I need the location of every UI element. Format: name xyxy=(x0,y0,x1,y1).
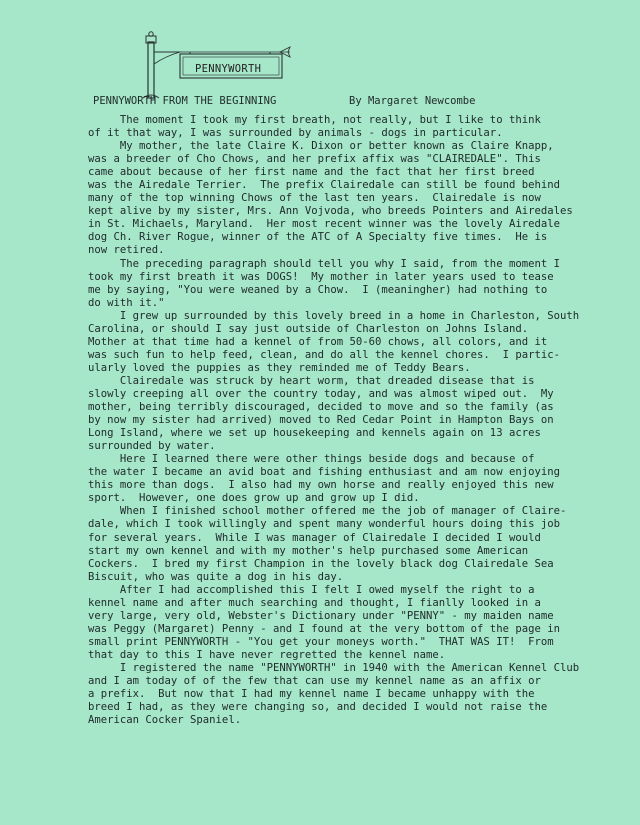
text-line: was Peggy (Margaret) Penny - and I found at the very bottom of the page in xyxy=(88,622,560,635)
text-line: was a breeder of Cho Chows, and her prefix affix was "CLAIREDALE". This xyxy=(88,153,541,166)
text-line: My mother, the late Claire K. Dixon or better known as Claire Knapp, xyxy=(88,140,554,153)
text-line: dog Ch. River Rogue, winner of the ATC of A Specialty five times. He is xyxy=(88,231,548,244)
text-line: After I had accomplished this I felt I owed myself the right to a xyxy=(88,583,535,596)
text-line: When I finished school mother offered me the job of manager of Claire- xyxy=(88,505,567,518)
text-line: the water I became an avid boat and fishing enthusiast and am now enjoying xyxy=(88,466,560,479)
text-line: do with it." xyxy=(88,296,165,309)
text-line: small print PENNYWORTH - "You get your moneys worth." THAT WAS IT! From xyxy=(88,635,554,648)
text-line: mother, being terribly discouraged, decided to move and so the family (as xyxy=(88,401,554,414)
text-line: took my first breath it was DOGS! My mother in later years used to tease xyxy=(88,270,554,283)
text-line: Mother at that time had a kennel of from 50-60 chows, all colors, and it xyxy=(88,335,548,348)
text-line: very large, very old, Webster's Dictionary under "PENNY" - my maiden name xyxy=(88,609,554,622)
text-line: for several years. While I was manager of Clairedale I decided I would xyxy=(88,531,541,544)
text-line: Long Island, where we set up housekeeping and kennels again on 13 acres xyxy=(88,427,541,440)
text-line: American Cocker Spaniel. xyxy=(88,714,242,727)
text-line: came about because of her first name and the fact that her first breed xyxy=(88,166,535,179)
text-line: kept alive by my sister, Mrs. Ann Vojvoda, who breeds Pointers and Airedales xyxy=(88,205,573,218)
article-title: PENNYWORTH FROM THE BEGINNING xyxy=(93,95,277,107)
text-line: surrounded by water. xyxy=(88,440,216,453)
text-line: by now my sister had arrived) moved to Red Cedar Point in Hampton Bays on xyxy=(88,414,554,427)
text-line: Biscuit, who was quite a dog in his day. xyxy=(88,570,344,583)
text-line: The preceding paragraph should tell you why I said, from the moment I xyxy=(88,257,560,270)
text-line: me by saying, "You were weaned by a Chow. I (meaningher) had nothing to xyxy=(88,283,548,296)
text-line: Carolina, or should I say just outside of Charleston on Johns Island. xyxy=(88,322,529,335)
text-line: was the Airedale Terrier. The prefix Clairedale can still be found behind xyxy=(88,179,560,192)
text-line: kennel name and after much searching and thought, I fianlly looked in a xyxy=(88,596,541,609)
text-line: was such fun to help feed, clean, and do all the kennel chores. I partic- xyxy=(88,348,560,361)
text-line: slowly creeping all over the country today, and was almost wiped out. My xyxy=(88,387,554,400)
text-line: The moment I took my first breath, not really, but I like to think xyxy=(88,114,541,126)
text-line: many of the top winning Chows of the last ten years. Clairedale is now xyxy=(88,192,541,205)
text-line: I registered the name "PENNYWORTH" in 1940 with the American Kennel Club xyxy=(88,661,580,674)
text-line: now retired. xyxy=(88,244,165,257)
text-line: Cockers. I bred my first Champion in the lovely black dog Clairedale Sea xyxy=(88,557,554,570)
text-line: in St. Michaels, Maryland. Her most recent winner was the lovely Airedale xyxy=(88,218,560,231)
text-line: I grew up surrounded by this lovely breed in a home in Charleston, South xyxy=(88,309,580,322)
text-line: ularly loved the puppies as they reminded me of Teddy Bears. xyxy=(88,361,471,374)
text-line: sport. However, one does grow up and grow up I did. xyxy=(88,492,420,505)
text-line: and I am today of of the few that can use my kennel name as an affix or xyxy=(88,675,541,688)
text-line: this more than dogs. I also had my own horse and really enjoyed this new xyxy=(88,479,554,492)
sign-label: PENNYWORTH xyxy=(195,63,262,75)
text-line: start my own kennel and with my mother's help purchased some American xyxy=(88,544,529,557)
text-line: breed I had, as they were changing so, and decided I would not raise the xyxy=(88,701,548,714)
text-line: dale, which I took willingly and spent many wonderful hours doing this job xyxy=(88,518,560,531)
text-line: of it that way, I was surrounded by animals - dogs in particular. xyxy=(88,127,503,140)
text-line: Clairedale was struck by heart worm, that dreaded disease that is xyxy=(88,374,535,387)
author-byline: By Margaret Newcombe xyxy=(349,95,476,107)
text-line: Here I learned there were other things beside dogs and because of xyxy=(88,453,535,466)
text-line: a prefix. But now that I had my kennel name I became unhappy with the xyxy=(88,688,535,701)
text-line: that day to this I have never regretted the kennel name. xyxy=(88,648,446,661)
article-body xyxy=(88,114,580,727)
